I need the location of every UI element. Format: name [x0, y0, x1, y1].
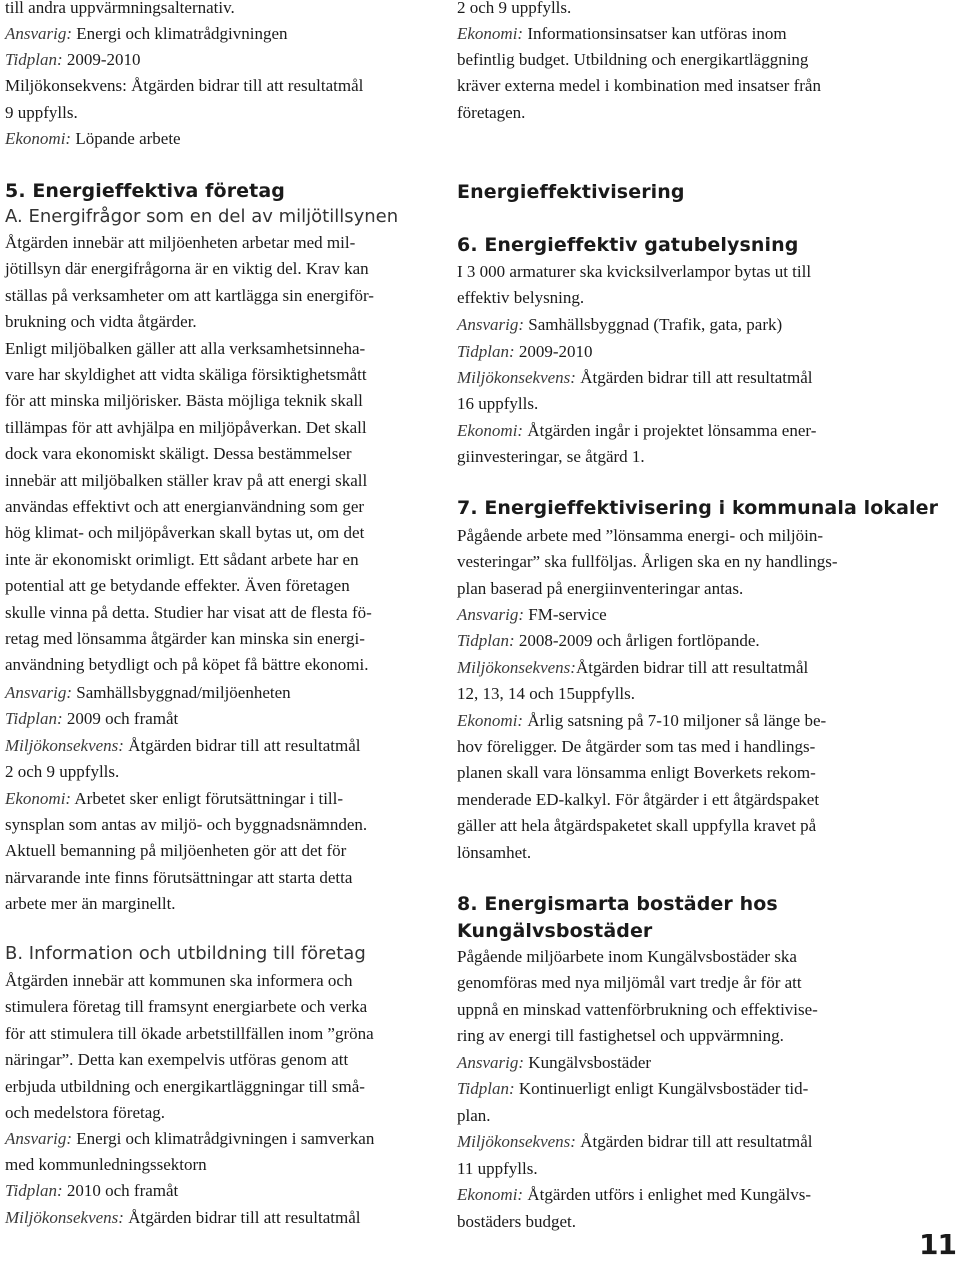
field-value: 2010 och framåt — [62, 1181, 179, 1200]
field-value: Samhällsbyggnad/miljöenheten — [72, 683, 291, 702]
body-line: retag med lönsamma åtgärder kan minska sin energi- — [5, 629, 365, 648]
body-line: genomföras med nya miljömål vart tredje år för att — [457, 973, 802, 993]
field-value: Informationsinsatser kan utföras inom — [523, 24, 787, 43]
body-line: inte är ekonomiskt orimligt. Ett sådant arbete har en — [5, 549, 359, 569]
field-value: 2009 och framåt — [62, 709, 179, 728]
field-label: Ansvarig: — [5, 683, 73, 702]
tidplan-row — [5, 47, 141, 73]
body-line: Pågående miljöarbete inom Kungälvsbostäder ska — [457, 947, 797, 966]
ansvarig-row — [5, 680, 291, 706]
field-label: Miljökonsekvens: — [5, 736, 124, 755]
body-line: skulle vinna på detta. Studier har visat att de flesta fö- — [5, 602, 372, 622]
ekonomi-row — [457, 418, 816, 444]
field-label: Ekonomi: — [5, 129, 72, 148]
body-text: giinvesteringar, se åtgärd 1. — [457, 447, 645, 466]
section-heading-5: 5. Energieffektiva företag — [5, 180, 285, 202]
body-line: I 3 000 armaturer ska kvicksilverlampor bytas ut till — [457, 262, 812, 281]
field-value: Samhällsbyggnad (Trafik, gata, park) — [524, 315, 783, 334]
field-value: Energi och klimatrådgivningen i samverkan — [72, 1129, 375, 1148]
field-label: Ekonomi: — [457, 711, 524, 730]
miljokonsekvens-row — [457, 655, 808, 681]
field-label: Ekonomi: — [457, 1185, 524, 1204]
body-line: Aktuell bemanning på miljöenheten gör att det för — [5, 841, 347, 861]
ansvarig-row — [5, 21, 288, 47]
field-value: Åtgärden bidrar till att resultatmål — [123, 736, 361, 755]
body-line: för att minska miljörisker. Bästa möjliga teknik skall — [5, 391, 363, 411]
body-text: 16 uppfylls. — [457, 394, 539, 413]
subheading-5b: B. Information och utbildning till företag — [5, 943, 366, 964]
body-line: Enligt miljöbalken gäller att alla verksamhetsinneha- — [5, 338, 366, 358]
body-text: 2 och 9 uppfylls. — [5, 762, 120, 781]
ansvarig-row — [5, 1126, 374, 1152]
field-label: Ekonomi: — [457, 421, 524, 440]
body-line: effektiv belysning. — [457, 288, 585, 308]
body-text: plan. — [457, 1106, 491, 1125]
field-label: Tidplan: — [457, 631, 515, 650]
body-line: Pågående arbete med ”lönsamma energi- och miljöin- — [457, 526, 823, 545]
section-heading-6: 6. Energieffektiv gatubelysning — [457, 234, 799, 256]
field-label: Miljökonsekvens: — [457, 368, 576, 387]
body-line: och medelstora företag. — [5, 1103, 166, 1122]
field-value: Åtgärden bidrar till att resultatmål — [575, 368, 813, 387]
section-heading-energieffektivisering: Energieffektivisering — [457, 181, 685, 203]
tidplan-row — [457, 628, 760, 654]
field-value: Arbetet sker enligt förutsättningar i till- — [71, 789, 344, 808]
miljokonsekvens-row — [5, 1205, 360, 1231]
body-line: Åtgärden innebär att kommunen ska informera och — [5, 971, 353, 990]
body-line: närvarande inte finns förutsättningar att starta detta — [5, 867, 353, 887]
body-line: uppnå en minskad vattenförbrukning och effektivise- — [457, 999, 818, 1019]
body-text: 12, 13, 14 och 15uppfylls. — [457, 684, 636, 703]
miljokonsekvens-row — [457, 1129, 812, 1155]
field-label: Ekonomi: — [5, 789, 72, 808]
field-label: Miljökonsekvens: — [5, 1208, 124, 1227]
ansvarig-row — [457, 1050, 651, 1076]
body-text: 2 och 9 uppfylls. — [457, 0, 572, 17]
field-label: Tidplan: — [5, 50, 63, 69]
ekonomi-row — [457, 1182, 811, 1208]
field-value: Åtgärden ingår i projektet lönsamma ener- — [523, 421, 817, 440]
ekonomi-row — [457, 708, 826, 734]
ekonomi-row — [5, 786, 343, 812]
field-value: 2009-2010 — [62, 50, 141, 69]
field-label: Ekonomi: — [457, 24, 524, 43]
body-line: Åtgärden innebär att miljöenheten arbetar med mil- — [5, 233, 356, 252]
field-label: Ansvarig: — [457, 1053, 525, 1072]
body-text: bostäders budget. — [457, 1212, 576, 1231]
body-line: näringar”. Detta kan exempelvis utföras genom att — [5, 1050, 349, 1070]
body-line: dock vara ekonomiskt skäligt. Dessa bestämmelser — [5, 444, 352, 464]
body-line: plan baserad på energiinventeringar antas. — [457, 578, 744, 598]
field-label: Miljökonsekvens: — [457, 1132, 576, 1151]
body-text: 11 uppfylls. — [457, 1159, 538, 1178]
tidplan-row — [5, 706, 178, 732]
section-heading-8-cont: Kungälvsbostäder — [457, 920, 653, 942]
field-label: Tidplan: — [457, 1079, 515, 1098]
field-label: Miljökonsekvens: — [457, 658, 576, 677]
body-line: synsplan som antas av miljö- och byggnadsnämnden. — [5, 815, 368, 834]
body-line: användning betydligt och på köpet få bättre ekonomi. — [5, 655, 369, 675]
field-value: Energi och klimatrådgivningen — [72, 24, 288, 43]
body-line: gäller att hela åtgärdspaketet skall uppfylla kravet på — [457, 816, 817, 836]
field-label: Ansvarig: — [457, 315, 525, 334]
field-value: 2009-2010 — [514, 342, 593, 361]
body-line: menderade ED-kalkyl. För åtgärder i ett åtgärdspaket — [457, 789, 820, 809]
body-line: potential att ge betydande effekter. Även företagen — [5, 576, 350, 596]
body-line: vesteringar” ska fullföljas. Årligen ska en ny handlings- — [457, 552, 838, 572]
body-text: till andra uppvärmningsalternativ. — [5, 0, 235, 17]
page-number: 11 — [919, 1228, 956, 1261]
tidplan-row — [457, 1076, 808, 1102]
body-line: arbete mer än marginellt. — [5, 894, 176, 914]
section-heading-8: 8. Energismarta bostäder hos — [457, 893, 778, 915]
field-value: Kontinuerligt enligt Kungälvsbostäder tid- — [514, 1079, 809, 1098]
field-label: Tidplan: — [457, 342, 515, 361]
body-line: tillämpas för att avhjälpa en miljöpåverkan. Det skall — [5, 417, 367, 437]
field-value: Kungälvsbostäder — [524, 1053, 652, 1072]
tidplan-row — [5, 1178, 178, 1204]
miljokonsekvens-row — [457, 365, 812, 391]
body-line: hög klimat- och miljöpåverkan skall bytas ut, om det — [5, 523, 365, 543]
section-heading-7: 7. Energieffektivisering i kommunala lokaler — [457, 497, 939, 519]
field-label: Tidplan: — [5, 1181, 63, 1200]
body-line: planen skall vara lönsamma enligt Boverkets rekom- — [457, 763, 816, 783]
body-line: ställas på verksamheter om att kartlägga sin energiför- — [5, 285, 374, 305]
field-value: Åtgärden bidrar till att resultatmål — [123, 1208, 361, 1227]
field-label: Ansvarig: — [457, 605, 525, 624]
body-text: Miljökonsekvens: Åtgärden bidrar till att resultatmål — [5, 76, 364, 95]
miljokonsekvens-row — [5, 733, 360, 759]
field-label: Ansvarig: — [5, 1129, 73, 1148]
body-line: befintlig budget. Utbildning och energikartläggning — [457, 50, 809, 69]
subheading-5a: A. Energifrågor som en del av miljötillsynen — [5, 206, 399, 227]
body-line: företagen. — [457, 102, 526, 122]
field-value: Åtgärden bidrar till att resultatmål — [575, 1132, 813, 1151]
field-value: 2008-2009 och årligen fortlöpande. — [514, 631, 760, 650]
body-text: 9 uppfylls. — [5, 103, 78, 122]
body-line: lönsamhet. — [457, 842, 532, 862]
ekonomi-row — [457, 21, 787, 47]
body-line: stimulera företag till framsynt energiarbete och verka — [5, 997, 368, 1017]
field-label: Tidplan: — [5, 709, 63, 728]
body-line: ring av energi till fastighetsel och uppvärmning. — [457, 1026, 784, 1046]
field-value: Åtgärden utförs i enlighet med Kungälvs- — [523, 1185, 812, 1204]
body-text: med kommunledningssektorn — [5, 1155, 207, 1174]
field-label: Ansvarig: — [5, 24, 73, 43]
body-line: brukning och vidta åtgärder. — [5, 312, 197, 332]
field-value: Årlig satsning på 7-10 miljoner så länge be- — [523, 711, 827, 730]
ansvarig-row — [457, 602, 607, 628]
field-value: FM-service — [524, 605, 607, 624]
body-line: jötillsyn där energifrågorna är en viktig del. Krav kan — [5, 259, 369, 279]
ansvarig-row — [457, 312, 782, 338]
field-value: Åtgärden bidrar till att resultatmål — [575, 658, 809, 677]
body-line: erbjuda utbildning och energikartläggningar till små- — [5, 1076, 365, 1096]
body-line: vare har skyldighet att vidta skäliga försiktighetsmått — [5, 365, 367, 384]
field-value: Löpande arbete — [71, 129, 181, 148]
tidplan-row — [457, 339, 593, 365]
body-line: för att stimulera till ökade arbetstillfällen inom ”gröna — [5, 1023, 374, 1043]
ekonomi-row — [5, 126, 181, 152]
body-line: hov föreligger. De åtgärder som tas med i handlings- — [457, 737, 816, 756]
body-line: kräver externa medel i kombination med insatser från — [457, 76, 821, 96]
body-line: användas effektivt och att energianvändning som ger — [5, 497, 365, 516]
body-line: innebär att miljöbalken ställer krav på att energi skall — [5, 470, 368, 490]
